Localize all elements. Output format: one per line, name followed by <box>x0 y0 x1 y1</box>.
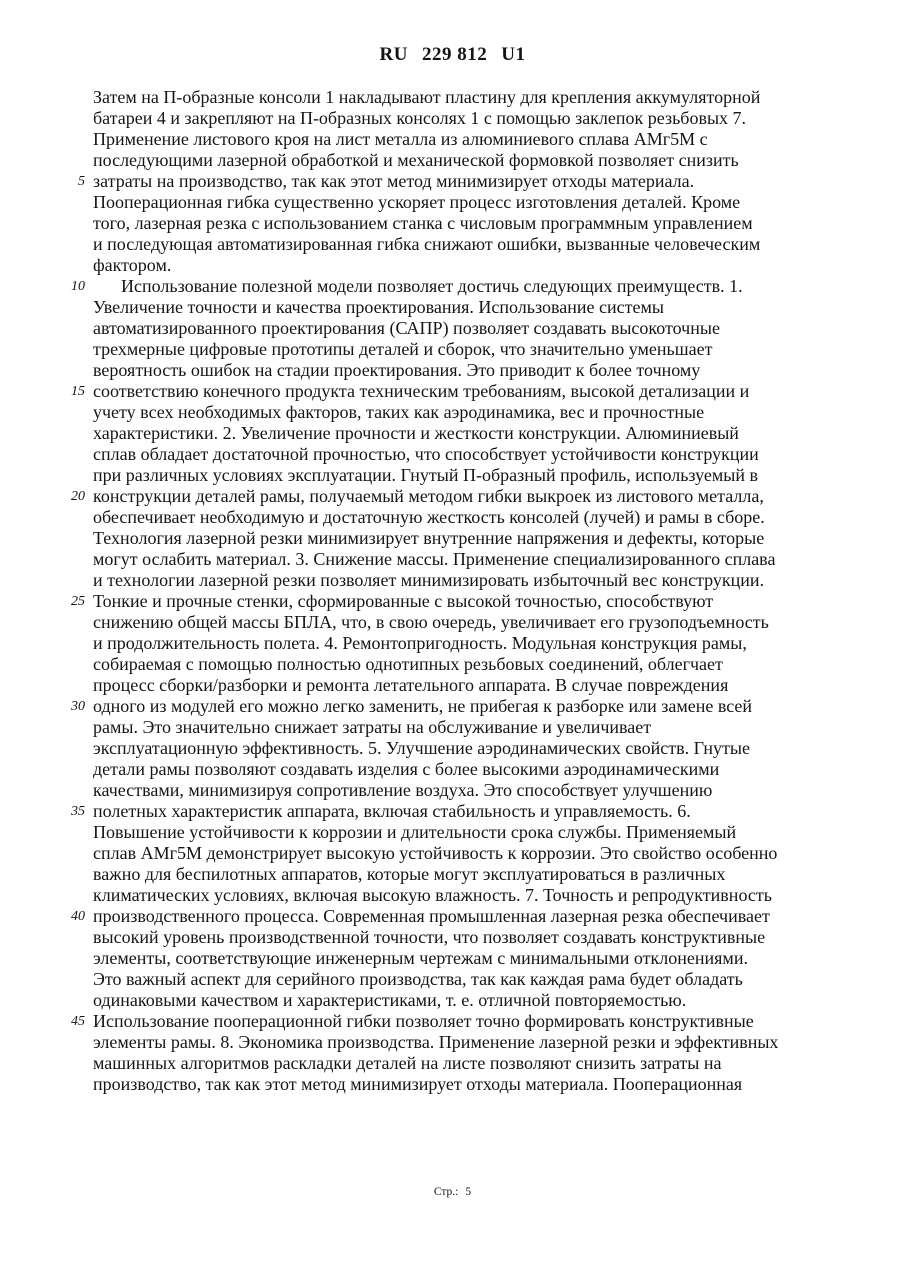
text-line <box>71 696 863 717</box>
line-text: процесс сборки/разборки и ремонта летательного аппарата. В случае повреждения <box>93 675 729 695</box>
text-line <box>93 633 863 654</box>
text-line <box>93 339 863 360</box>
line-text: рамы. Это значительно снижает затраты на обслуживание и увеличивает <box>93 717 652 737</box>
line-text: Технология лазерной резки минимизирует внутренние напряжения и дефекты, которые <box>93 528 765 548</box>
line-number: 5 <box>78 174 85 189</box>
text-line <box>93 843 863 864</box>
line-text: и последующая автоматизированная гибка снижают ошибки, вызванные человеческим <box>93 234 761 254</box>
text-line <box>93 927 863 948</box>
text-line <box>93 990 863 1011</box>
line-text: одного из модулей его можно легко заменить, не прибегая к разборке или замене всей <box>93 696 753 716</box>
text-line <box>71 1011 863 1032</box>
text-line <box>93 87 863 108</box>
text-line <box>78 171 863 192</box>
text-line <box>71 276 863 297</box>
text-line <box>93 738 863 759</box>
line-number: 20 <box>71 489 85 504</box>
line-text: машинных алгоритмов раскладки деталей на листе позволяют снизить затраты на <box>93 1053 722 1073</box>
text-line <box>93 759 863 780</box>
line-text: полетных характеристик аппарата, включая стабильность и управляемость. 6. <box>93 801 691 821</box>
text-line <box>93 822 863 843</box>
line-number: 30 <box>71 699 85 714</box>
line-text: производство, так как этот метод минимизирует отходы материала. Пооперационная <box>93 1074 743 1094</box>
line-text: эксплуатационную эффективность. 5. Улучшение аэродинамических свойств. Гнутые <box>93 738 750 758</box>
line-text: Применение листового кроя на лист металла из алюминиевого сплава АМг5М с <box>93 129 708 149</box>
line-text: соответствию конечного продукта техническим требованиям, высокой детализации и <box>93 381 750 401</box>
line-text: Использование пооперационной гибки позволяет точно формировать конструктивные <box>93 1011 754 1031</box>
publication-number: 229 812 <box>421 44 488 65</box>
document-body <box>71 87 863 1095</box>
text-line <box>93 444 863 465</box>
text-line <box>93 213 863 234</box>
line-text: собираемая с помощью полностью однотипных резьбовых соединений, облегчает <box>93 654 723 674</box>
line-number: 10 <box>71 279 85 294</box>
line-text: сплав обладает достаточной прочностью, что способствует устойчивости конструкции <box>93 444 759 464</box>
line-text: элементы, соответствующие инженерным чертежам с минимальными отклонениями. <box>93 948 748 968</box>
line-number: 15 <box>71 384 85 399</box>
line-text: при различных условиях эксплуатации. Гнутый П-образный профиль, используемый в <box>93 465 759 485</box>
line-text: одинаковыми качеством и характеристиками, т. е. отличной повторяемостью. <box>93 990 687 1010</box>
text-line <box>93 234 863 255</box>
line-text: автоматизированного проектирования (САПР) позволяет создавать высокоточные <box>93 318 720 338</box>
text-line <box>93 360 863 381</box>
line-text: конструкции деталей рамы, получаемый методом гибки выкроек из листового металла, <box>93 486 764 506</box>
line-number: 35 <box>71 804 85 819</box>
text-line <box>93 948 863 969</box>
text-line <box>93 528 863 549</box>
line-text: высокий уровень производственной точности, что позволяет создавать конструктивные <box>93 927 766 947</box>
text-line <box>93 1074 863 1095</box>
line-text: Использование полезной модели позволяет достичь следующих преимуществ. 1. <box>121 276 743 296</box>
line-text: характеристики. 2. Увеличение прочности и жесткости конструкции. Алюминиевый <box>93 423 739 443</box>
line-text: того, лазерная резка с использованием станка с числовым программным управлением <box>93 213 753 233</box>
text-line <box>93 885 863 906</box>
country-code: RU <box>379 44 408 65</box>
text-line <box>93 570 863 591</box>
line-number: 40 <box>71 909 85 924</box>
document-header <box>0 44 905 66</box>
page-label: Стр.: <box>433 1186 459 1198</box>
line-text: Пооперационная гибка существенно ускоряет процесс изготовления деталей. Кроме <box>93 192 741 212</box>
text-line <box>93 255 863 276</box>
text-line <box>93 318 863 339</box>
line-text: батареи 4 и закрепляют на П-образных консолях 1 с помощью заклепок резьбовых 7. <box>93 108 747 128</box>
line-text: могут ослабить материал. 3. Снижение массы. Применение специализированного сплава <box>93 549 776 569</box>
text-line <box>93 297 863 318</box>
text-line <box>71 591 863 612</box>
line-text: обеспечивает необходимую и достаточную жесткость консолей (лучей) и рамы в сборе. <box>93 507 765 527</box>
text-line <box>93 465 863 486</box>
text-line <box>93 108 863 129</box>
line-text: Тонкие и прочные стенки, сформированные с высокой точностью, способствуют <box>93 591 714 611</box>
text-line <box>93 1053 863 1074</box>
kind-code: U1 <box>501 44 526 65</box>
line-text: элементы рамы. 8. Экономика производства. Применение лазерной резки и эффективных <box>93 1032 779 1052</box>
text-line <box>93 969 863 990</box>
line-text: качествами, минимизируя сопротивление воздуха. Это способствует улучшению <box>93 780 713 800</box>
text-line <box>93 150 863 171</box>
line-text: Увеличение точности и качества проектирования. Использование системы <box>93 297 664 317</box>
page-footer <box>0 1186 905 1198</box>
text-line <box>93 675 863 696</box>
line-text: учету всех необходимых факторов, таких как аэродинамика, вес и прочностные <box>93 402 705 422</box>
text-line <box>93 1032 863 1053</box>
line-text: важно для беспилотных аппаратов, которые могут эксплуатироваться в различных <box>93 864 726 884</box>
line-text: трехмерные цифровые прототипы деталей и сборок, что значительно уменьшает <box>93 339 713 359</box>
text-line <box>93 129 863 150</box>
line-text: детали рамы позволяют создавать изделия с более высокими аэродинамическими <box>93 759 720 779</box>
line-text: Повышение устойчивости к коррозии и длительности срока службы. Применяемый <box>93 822 737 842</box>
text-line <box>93 612 863 633</box>
line-text: затраты на производство, так как этот метод минимизирует отходы материала. <box>93 171 695 191</box>
line-text: Это важный аспект для серийного производства, так как каждая рама будет обладать <box>93 969 743 989</box>
line-text: Затем на П-образные консоли 1 накладывают пластину для крепления аккумуляторной <box>93 87 761 107</box>
line-text: сплав АМг5М демонстрирует высокую устойчивость к коррозии. Это свойство особенно <box>93 843 778 863</box>
text-line <box>93 717 863 738</box>
line-number: 45 <box>71 1014 85 1029</box>
line-text: производственного процесса. Современная промышленная лазерная резка обеспечивает <box>93 906 770 926</box>
text-line <box>71 381 863 402</box>
text-line <box>93 423 863 444</box>
page-number: 5 <box>465 1186 472 1198</box>
line-number: 25 <box>71 594 85 609</box>
line-text: последующими лазерной обработкой и механической формовкой позволяет снизить <box>93 150 739 170</box>
line-text: вероятность ошибок на стадии проектирования. Это приводит к более точному <box>93 360 701 380</box>
text-line <box>93 549 863 570</box>
text-line <box>71 906 863 927</box>
line-text: снижению общей массы БПЛА, что, в свою очередь, увеличивает его грузоподъемность <box>93 612 769 632</box>
text-line <box>93 402 863 423</box>
text-line <box>93 507 863 528</box>
line-text: фактором. <box>93 255 172 275</box>
text-line <box>71 801 863 822</box>
text-line <box>93 780 863 801</box>
text-line <box>93 654 863 675</box>
line-text: климатических условиях, включая высокую влажность. 7. Точность и репродуктивность <box>93 885 772 905</box>
line-text: и продолжительность полета. 4. Ремонтопригодность. Модульная конструкция рамы, <box>93 633 747 653</box>
text-line <box>93 192 863 213</box>
text-line <box>93 864 863 885</box>
text-line <box>71 486 863 507</box>
line-text: и технологии лазерной резки позволяет минимизировать избыточный вес конструкции. <box>93 570 765 590</box>
